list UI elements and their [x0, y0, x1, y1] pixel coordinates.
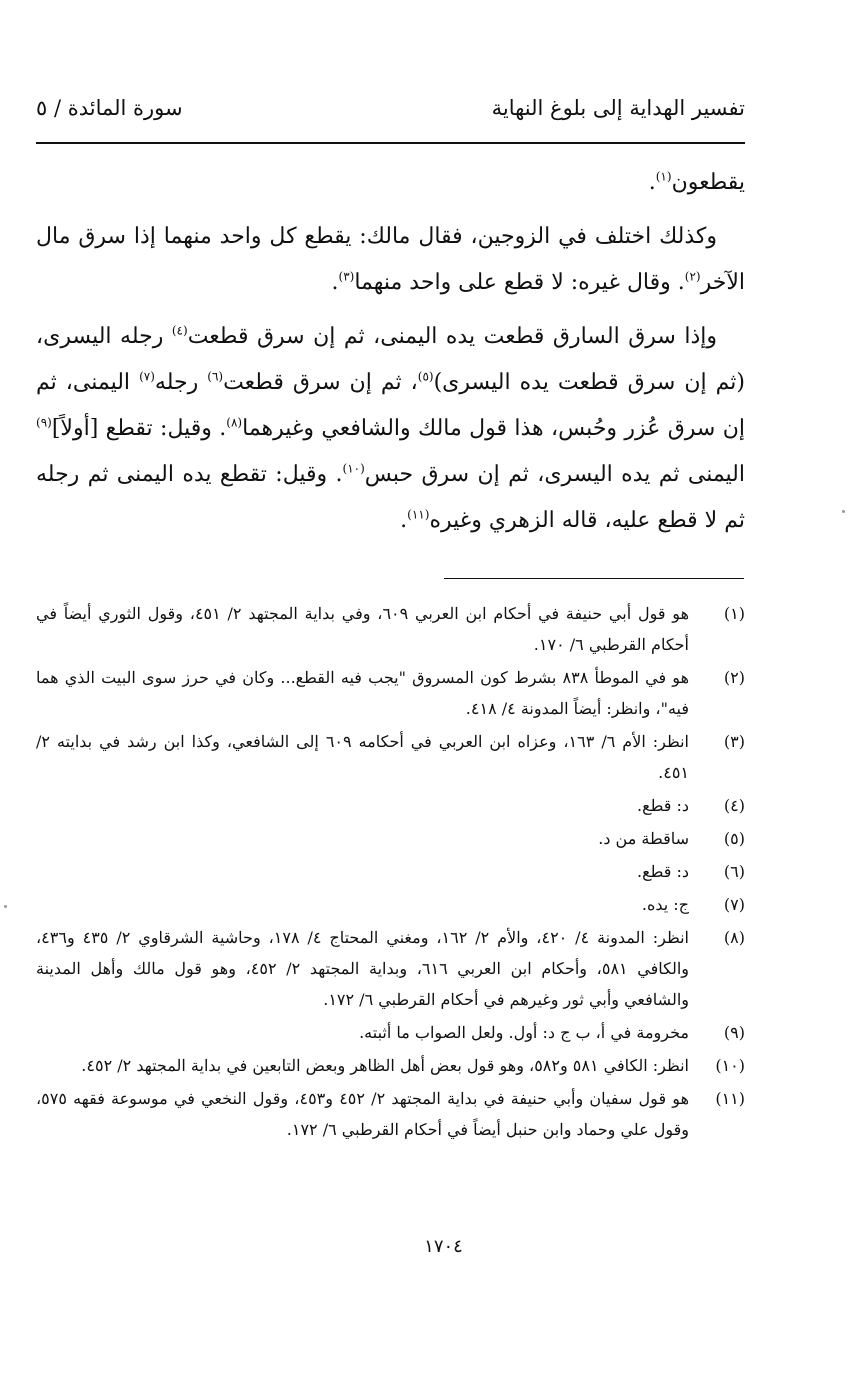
footnote-7: [36, 889, 745, 920]
text-run: ، ثم إن سرق قطعت: [223, 370, 418, 395]
footnote-text: ج: يده.: [641, 895, 689, 914]
footnote-marker-8[interactable]: (٨): [226, 415, 243, 430]
text-run: يقطعون: [671, 170, 745, 195]
footnote-text: انظر: الأم ٦/ ١٦٣، وعزاه ابن العربي في أحكامه ٦٠٩ إلى الشافعي، وكذا ابن رشد في بدايته ٢/ ٤٥١.: [36, 732, 690, 782]
text-run: . وقال غيره: لا قطع على واحد منهما: [354, 270, 685, 295]
footnote-number: (٩): [723, 1023, 745, 1042]
footnote-number: (١١): [715, 1089, 745, 1108]
text-run: اليمنى، ثم إن سرق عُزر وحُبس، هذا قول مالك والشافعي وغيرهما: [36, 370, 745, 441]
footnote-text: هو في الموطأ ٨٣٨ بشرط كون المسروق "يجب فيه القطع... وكان في حرز سوى البيت الذي هما فيه"، وانظر: أيضاً المدونة ٤/ ٤١٨.: [36, 668, 690, 718]
footnote-divider: [444, 578, 744, 579]
footnote-number: (١): [723, 604, 745, 623]
paragraph-3: [36, 314, 745, 544]
footnote-9: [36, 1017, 745, 1048]
footnote-text: هو قول سفيان وأبي حنيفة في بداية المجتهد ٢/ ٤٥٢ و٤٥٣، وقول النخعي في موسوعة فقهه ٥٧٥، وقول علي وحماد وابن حنبل أيضاً في أحكام القرطبي ٦/ ١٧٢.: [36, 1089, 690, 1139]
footnote-text: مخرومة في أ، ب ج د: أول. ولعل الصواب ما أثبته.: [359, 1023, 689, 1042]
text-run: . وقيل: تقطع [أولاً]: [51, 416, 227, 441]
header-divider: [36, 142, 745, 144]
text-run: .: [648, 170, 656, 195]
paragraph-1: [36, 160, 745, 206]
main-text: [36, 160, 745, 552]
text-run: رجله اليسرى، (ثم إن سرق قطعت يده اليسرى): [36, 324, 746, 395]
text-run: .: [331, 270, 339, 295]
text-run: وكذلك اختلف في الزوجين، فقال مالك: يقطع كل واحد منهما إذا سرق مال الآخر: [36, 224, 745, 295]
footnote-number: (٥): [723, 829, 745, 848]
footnote-6: [36, 856, 745, 887]
footnote-marker-4[interactable]: (٤): [171, 323, 188, 338]
footnote-marker-2[interactable]: (٢): [684, 269, 701, 284]
footnote-3: [36, 726, 745, 788]
footnote-number: (٤): [723, 796, 745, 815]
text-run: . وقيل: تقطع يده اليمنى ثم رجله ثم لا قطع عليه، قاله الزهري وغيره: [36, 462, 745, 533]
footnote-text: انظر: الكافي ٥٨١ و٥٨٢، وهو قول بعض أهل الظاهر وبعض التابعين في بداية المجتهد ٢/ ٤٥٢.: [81, 1056, 689, 1075]
footnote-marker-11[interactable]: (١١): [407, 507, 430, 522]
footnote-marker-6[interactable]: (٦): [207, 369, 224, 384]
footnote-text: د: قطع.: [637, 796, 689, 815]
text-run: رجله: [154, 370, 208, 395]
footnote-marker-10[interactable]: (١٠): [342, 461, 365, 476]
running-header: [36, 96, 745, 130]
footnote-marker-7[interactable]: (٧): [139, 369, 155, 384]
footnote-marker-1[interactable]: (١): [655, 169, 672, 184]
text-run: .: [400, 508, 408, 533]
footnote-2: [36, 662, 745, 724]
footnote-number: (٢): [723, 668, 745, 687]
scan-speck: [4, 905, 7, 908]
footnote-10: [36, 1050, 745, 1081]
footnote-text: ساقطة من د.: [598, 829, 689, 848]
scan-speck: [842, 510, 845, 513]
footnote-text: انظر: المدونة ٤/ ٤٢٠، والأم ٢/ ١٦٢، ومغني المحتاج ٤/ ١٧٨، وحاشية الشرقاوي ٢/ ٤٣٥ و٤٣٦، والكافي ٥٨١، وأحكام ابن العربي ٦١٦، وبداية المجتهد ٢/ ٤٥٢، وهو قول مالك وأهل المدينة والشافعي وأبي ثور وغيرهم في أحكام القرطبي ٦/ ١٧٢.: [36, 928, 690, 1009]
footnote-marker-9[interactable]: (٩): [36, 415, 52, 430]
page-number: ١٧٠٤: [424, 1236, 463, 1257]
footnotes-section: [36, 598, 745, 1147]
footnote-4: [36, 790, 745, 821]
footnote-marker-3[interactable]: (٣): [338, 269, 355, 284]
footnote-1: [36, 598, 745, 660]
footnote-text: د: قطع.: [637, 862, 689, 881]
footnote-11: [36, 1083, 745, 1145]
text-run: اليمنى ثم يده اليسرى، ثم إن سرق حبس: [364, 462, 746, 487]
footnote-number: (٨): [723, 928, 745, 947]
footnote-number: (٧): [723, 895, 745, 914]
text-run: وإذا سرق السارق قطعت يده اليمنى، ثم إن سرق قطعت: [187, 324, 718, 349]
book-title: تفسير الهداية إلى بلوغ النهاية: [491, 96, 745, 120]
footnote-number: (٦): [723, 862, 745, 881]
surah-label: سورة المائدة / ٥: [36, 96, 183, 120]
footnote-8: [36, 922, 745, 1015]
footnote-marker-5[interactable]: (٥): [417, 369, 434, 384]
footnote-5: [36, 823, 745, 854]
footnote-number: (٣): [723, 732, 745, 751]
footnote-number: (١٠): [715, 1056, 745, 1075]
paragraph-2: [36, 214, 745, 306]
footnote-text: هو قول أبي حنيفة في أحكام ابن العربي ٦٠٩، وفي بداية المجتهد ٢/ ٤٥١، وقول الثوري أيضاً في أحكام القرطبي ٦/ ١٧٠.: [36, 604, 690, 654]
